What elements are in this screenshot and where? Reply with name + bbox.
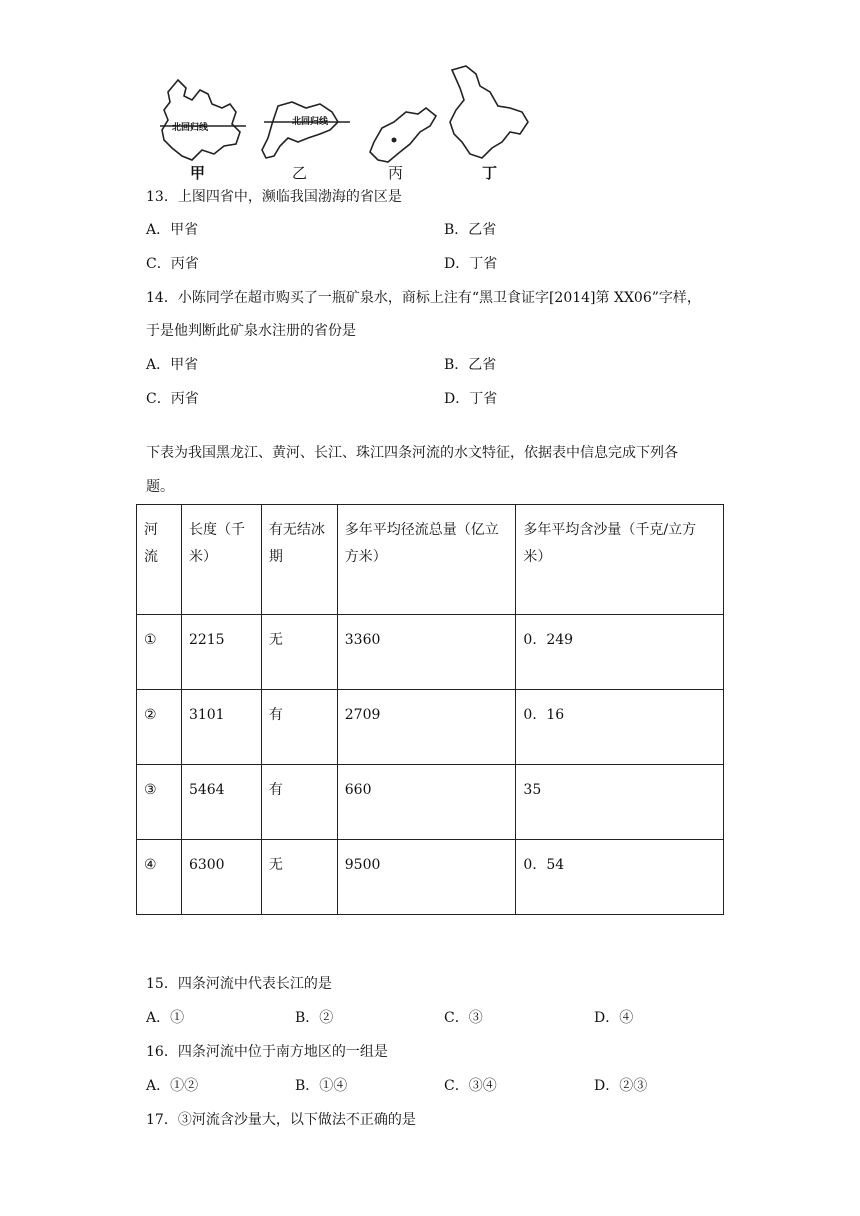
table-row xyxy=(137,615,724,690)
q13-option-b[interactable]: B．乙省 xyxy=(444,222,497,238)
cell-length: 5464 xyxy=(181,765,261,840)
q13-stem: 13．上图四省中，濒临我国渤海的省区是 xyxy=(146,189,402,205)
map-yi-label: 乙 xyxy=(292,164,308,182)
header-runoff: 多年平均径流总量（亿立 方米） xyxy=(337,505,516,615)
q14-option-c[interactable]: C．丙省 xyxy=(146,391,199,407)
table-header-row xyxy=(137,505,724,615)
cell-runoff: 3360 xyxy=(337,615,516,690)
q15-option-d[interactable]: D．④ xyxy=(594,1010,634,1026)
q16-stem: 16．四条河流中位于南方地区的一组是 xyxy=(146,1044,388,1060)
map-yi-line-label: 北回归线 xyxy=(292,117,329,127)
map-yi-outline xyxy=(258,98,358,178)
cell-runoff: 2709 xyxy=(337,690,516,765)
cell-length: 3101 xyxy=(181,690,261,765)
header-sediment: 多年平均含沙量（千克/立方 米） xyxy=(516,505,724,615)
q13-option-c[interactable]: C．丙省 xyxy=(146,256,199,272)
table-intro-line1: 下表为我国黑龙江、黄河、长江、珠江四条河流的水文特征，依据表中信息完成下列各 xyxy=(146,445,678,461)
q14-stem-line1: 14．小陈同学在超市购买了一瓶矿泉水，商标上注有“黑卫食证字[2014]第 XX06”字样， xyxy=(146,290,701,306)
q15-stem: 15．四条河流中代表长江的是 xyxy=(146,976,332,992)
q16-option-a[interactable]: A．①② xyxy=(146,1078,199,1094)
table-intro-line2: 题。 xyxy=(146,479,174,495)
cell-runoff: 9500 xyxy=(337,840,516,915)
header-length: 长度（千 米） xyxy=(181,505,261,615)
q13-option-d[interactable]: D．丁省 xyxy=(444,256,498,272)
cell-sediment: 35 xyxy=(516,765,724,840)
header-river: 河 流 xyxy=(137,505,182,615)
q14-stem-line2: 于是他判断此矿泉水注册的省份是 xyxy=(146,323,356,339)
cell-length: 6300 xyxy=(181,840,261,915)
q16-option-b[interactable]: B．①④ xyxy=(295,1078,348,1094)
header-ice-period: 有无结冰 期 xyxy=(261,505,337,615)
q15-option-a[interactable]: A．① xyxy=(146,1010,185,1026)
table-row xyxy=(137,840,724,915)
cell-sediment: 0．54 xyxy=(516,840,724,915)
cell-length: 2215 xyxy=(181,615,261,690)
river-hydrology-table xyxy=(136,504,724,915)
cell-river: ② xyxy=(137,690,182,765)
q15-option-b[interactable]: B．② xyxy=(295,1010,334,1026)
cell-river: ④ xyxy=(137,840,182,915)
map-ding-outline xyxy=(446,62,536,172)
table-row xyxy=(137,690,724,765)
cell-sediment: 0．249 xyxy=(516,615,724,690)
map-jia-line-label: 北回归线 xyxy=(172,123,209,133)
map-jia-label: 甲 xyxy=(190,164,206,182)
cell-ice: 无 xyxy=(261,840,337,915)
q14-option-d[interactable]: D．丁省 xyxy=(444,391,498,407)
cell-river: ③ xyxy=(137,765,182,840)
q14-option-a[interactable]: A．甲省 xyxy=(146,357,199,373)
q16-option-d[interactable]: D．②③ xyxy=(594,1078,648,1094)
cell-ice: 有 xyxy=(261,765,337,840)
cell-runoff: 660 xyxy=(337,765,516,840)
q16-option-c[interactable]: C．③④ xyxy=(444,1078,497,1094)
q14-option-b[interactable]: B．乙省 xyxy=(444,357,497,373)
q15-option-c[interactable]: C．③ xyxy=(444,1010,483,1026)
map-bing-outline xyxy=(364,102,444,172)
cell-sediment: 0．16 xyxy=(516,690,724,765)
table-row xyxy=(137,765,724,840)
q17-stem: 17．③河流含沙量大，以下做法不正确的是 xyxy=(146,1112,416,1128)
cell-river: ① xyxy=(137,615,182,690)
province-maps-figure xyxy=(150,62,540,184)
map-ding-label: 丁 xyxy=(482,164,498,182)
cell-ice: 无 xyxy=(261,615,337,690)
map-bing-label: 丙 xyxy=(388,164,404,182)
q13-option-a[interactable]: A．甲省 xyxy=(146,222,199,238)
cell-ice: 有 xyxy=(261,690,337,765)
